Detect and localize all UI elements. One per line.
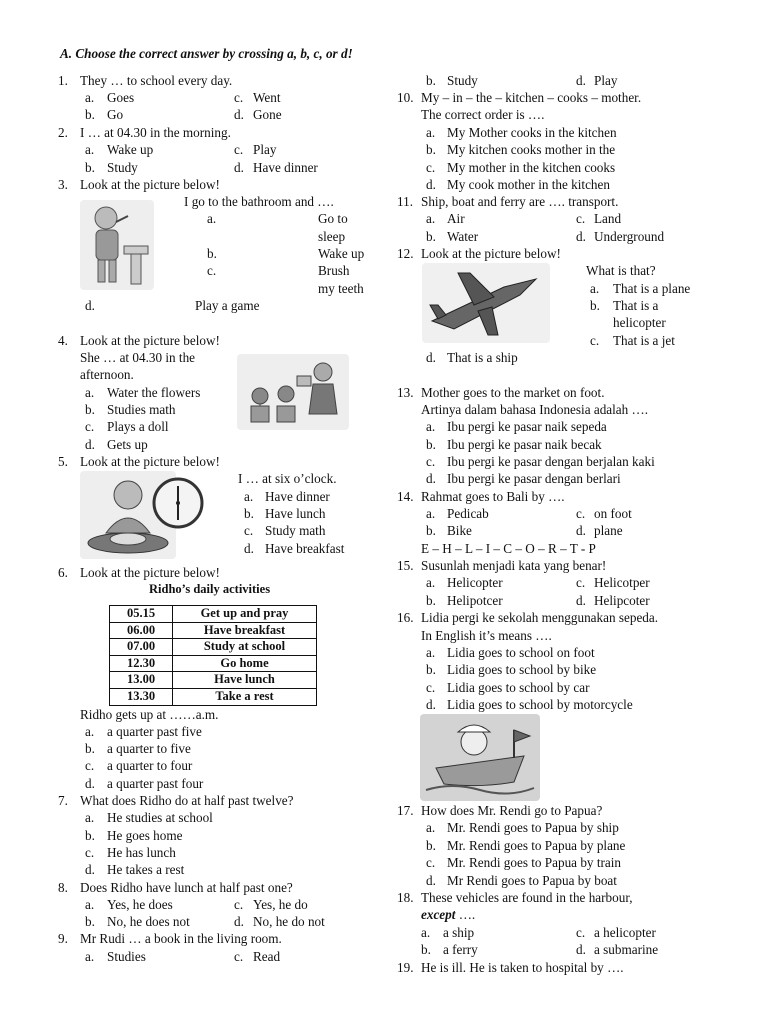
q1-c-letter[interactable]: c. (234, 90, 244, 105)
q9-c-option[interactable]: Read (253, 949, 281, 964)
q2-d-option[interactable]: Have dinner (253, 160, 318, 175)
q17-b-letter[interactable]: b. (426, 838, 436, 853)
q18-except: except (421, 907, 456, 922)
q16-a-option[interactable]: Lidia goes to school on foot (447, 645, 595, 660)
q4-d-letter[interactable]: d. (85, 437, 95, 452)
q5-c-letter[interactable]: c. (244, 523, 254, 538)
q7-d-letter[interactable]: d. (85, 862, 95, 877)
q7-b-letter[interactable]: b. (85, 828, 95, 843)
schedule-time: 13.00 (110, 672, 173, 689)
q15-d-option[interactable]: Helipcoter (594, 593, 650, 608)
q8-number: 8. (58, 880, 68, 895)
q16-sub: In English it’s means …. (421, 628, 552, 643)
q17-text: How does Mr. Rendi go to Papua? (421, 803, 603, 818)
q3-a-option-line2[interactable]: sleep (318, 229, 346, 244)
q12-d-option[interactable]: That is a ship (447, 350, 518, 365)
schedule-activity: Get up and pray (173, 606, 317, 623)
q9-d-letter[interactable]: d. (576, 73, 586, 88)
q12-b-option-line2[interactable]: helicopter (613, 315, 666, 330)
q4-prompt-line1: She … at 04.30 in the (80, 350, 196, 365)
q4-d-option[interactable]: Gets up (107, 437, 148, 452)
q15-b-letter[interactable]: b. (426, 593, 436, 608)
q14-a-option[interactable]: Pedicab (447, 506, 489, 521)
q13-d-option[interactable]: Ibu pergi ke pasar dengan berlari (447, 471, 621, 486)
q6-a-letter[interactable]: a. (85, 724, 95, 739)
q18-text: These vehicles are found in the harbour, (421, 890, 633, 905)
q17-b-option[interactable]: Mr. Rendi goes to Papua by plane (447, 838, 626, 853)
q18-b-option[interactable]: a ferry (443, 942, 478, 957)
boy-brushing-picture (80, 200, 154, 290)
q6-c-letter[interactable]: c. (85, 758, 95, 773)
q8-c-option[interactable]: Yes, he do (253, 897, 308, 912)
q7-c-letter[interactable]: c. (85, 845, 95, 860)
q7-number: 7. (58, 793, 68, 808)
schedule-row (110, 655, 317, 672)
q17-a-letter[interactable]: a. (426, 820, 436, 835)
schedule-activity: Go home (173, 655, 317, 672)
schedule-activity: Take a rest (173, 688, 317, 705)
q10-c-option[interactable]: My mother in the kitchen cooks (447, 160, 616, 175)
q1-a-letter[interactable]: a. (85, 90, 95, 105)
q11-c-option[interactable]: Land (594, 211, 622, 226)
schedule-row (110, 639, 317, 656)
q14-c-letter[interactable]: c. (576, 506, 586, 521)
q16-c-option[interactable]: Lidia goes to school by car (447, 680, 590, 695)
q7-c-option[interactable]: He has lunch (107, 845, 176, 860)
flower-icon (239, 356, 347, 428)
q2-number: 2. (58, 125, 68, 140)
q9-b-letter[interactable]: b. (426, 73, 436, 88)
q13-b-option[interactable]: Ibu pergi ke pasar naik becak (447, 437, 602, 452)
q18-d-option[interactable]: a submarine (594, 942, 659, 957)
q9-c-letter[interactable]: c. (234, 949, 244, 964)
q10-number: 10. (397, 90, 414, 105)
q2-a-letter[interactable]: a. (85, 142, 95, 157)
q6-a-option[interactable]: a quarter past five (107, 724, 202, 739)
q17-c-option[interactable]: Mr. Rendi goes to Papua by train (447, 855, 621, 870)
q3-c-option-line1[interactable]: Brush (318, 263, 350, 278)
q10-d-option[interactable]: My cook mother in the kitchen (447, 177, 610, 192)
q19-number: 19. (397, 960, 414, 975)
q14-d-letter[interactable]: d. (576, 523, 586, 538)
q13-a-letter[interactable]: a. (426, 419, 436, 434)
q1-d-letter[interactable]: d. (234, 107, 244, 122)
q5-d-letter[interactable]: d. (244, 541, 254, 556)
q12-b-option-line1[interactable]: That is a (613, 298, 659, 313)
q1-b-letter[interactable]: b. (85, 107, 95, 122)
q8-text: Does Ridho have lunch at half past one? (80, 880, 293, 895)
q14-text: Rahmat goes to Bali by …. (421, 489, 565, 504)
q7-text: What does Ridho do at half past twelve? (80, 793, 294, 808)
q3-b-letter[interactable]: b. (207, 246, 217, 261)
q6-question: Ridho gets up at ……a.m. (80, 707, 219, 722)
q10-a-letter[interactable]: a. (426, 125, 436, 140)
q6-b-letter[interactable]: b. (85, 741, 95, 756)
q5-number: 5. (58, 454, 68, 469)
q12-d-letter[interactable]: d. (426, 350, 436, 365)
q16-number: 16. (397, 610, 414, 625)
q10-b-letter[interactable]: b. (426, 142, 436, 157)
q11-a-option[interactable]: Air (447, 211, 465, 226)
q12-b-letter[interactable]: b. (590, 298, 600, 313)
q15-c-option[interactable]: Helicotper (594, 575, 650, 590)
q11-b-option[interactable]: Water (447, 229, 479, 244)
q16-c-letter[interactable]: c. (426, 680, 436, 695)
q3-number: 3. (58, 177, 68, 192)
q5-c-option[interactable]: Study math (265, 523, 326, 538)
q2-b-option[interactable]: Study (107, 160, 138, 175)
q15-number: 15. (397, 558, 414, 573)
q17-number: 17. (397, 803, 414, 818)
q16-b-option[interactable]: Lidia goes to school by bike (447, 662, 597, 677)
q5-text: Look at the picture below! (80, 454, 220, 469)
q6-number: 6. (58, 565, 68, 580)
q10-d-letter[interactable]: d. (426, 177, 436, 192)
jet-picture (422, 263, 550, 343)
q18-dots: …. (455, 907, 476, 922)
q14-c-option[interactable]: on foot (594, 506, 632, 521)
schedule-row (110, 606, 317, 623)
q10-b-option[interactable]: My kitchen cooks mother in the (447, 142, 616, 157)
q18-number: 18. (397, 890, 414, 905)
q11-d-letter[interactable]: d. (576, 229, 586, 244)
q2-d-letter[interactable]: d. (234, 160, 244, 175)
q2-text: I … at 04.30 in the morning. (80, 125, 231, 140)
schedule-time: 07.00 (110, 639, 173, 656)
q15-a-letter[interactable]: a. (426, 575, 436, 590)
q3-text: Look at the picture below! (80, 177, 220, 192)
girl-watering-picture (237, 354, 349, 430)
q13-c-option[interactable]: Ibu pergi ke pasar dengan berjalan kaki (447, 454, 655, 469)
q16-d-letter[interactable]: d. (426, 697, 436, 712)
q18-a-letter[interactable]: a. (421, 925, 431, 940)
q13-c-letter[interactable]: c. (426, 454, 436, 469)
clock-icon (151, 476, 205, 530)
q16-a-letter[interactable]: a. (426, 645, 436, 660)
q7-a-option[interactable]: He studies at school (107, 810, 213, 825)
q6-d-option[interactable]: a quarter past four (107, 776, 204, 791)
q4-c-option[interactable]: Plays a doll (107, 419, 169, 434)
q14-d-option[interactable]: plane (594, 523, 623, 538)
q7-d-option[interactable]: He takes a rest (107, 862, 185, 877)
q12-number: 12. (397, 246, 414, 261)
q5-b-letter[interactable]: b. (244, 506, 254, 521)
q15-scrambled-letters: E – H – L – I – C – O – R – T - P (421, 541, 596, 556)
q15-text: Susunlah menjadi kata yang benar! (421, 558, 607, 573)
q1-d-option[interactable]: Gone (253, 107, 282, 122)
q8-d-option[interactable]: No, he do not (253, 914, 325, 929)
q17-d-letter[interactable]: d. (426, 873, 436, 888)
q3-prompt: I go to the bathroom and …. (184, 194, 334, 209)
q13-a-option[interactable]: Ibu pergi ke pasar naik sepeda (447, 419, 607, 434)
boat-icon (422, 716, 538, 799)
q12-c-letter[interactable]: c. (590, 333, 600, 348)
q10-text: My – in – the – kitchen – cooks – mother. (421, 90, 642, 105)
q13-number: 13. (397, 385, 414, 400)
schedule-time: 12.30 (110, 655, 173, 672)
schedule-title: Ridho’s daily activities (149, 582, 271, 596)
q11-text: Ship, boat and ferry are …. transport. (421, 194, 619, 209)
q18-b-letter[interactable]: b. (421, 942, 431, 957)
q4-prompt-line2: afternoon. (80, 367, 134, 382)
q9-a-letter[interactable]: a. (85, 949, 95, 964)
q13-d-letter[interactable]: d. (426, 471, 436, 486)
q15-a-option[interactable]: Helicopter (447, 575, 503, 590)
q5-prompt: I … at six o’clock. (238, 471, 337, 486)
q13-sub: Artinya dalam bahasa Indonesia adalah …. (421, 402, 649, 417)
q6-d-letter[interactable]: d. (85, 776, 95, 791)
q13-text: Mother goes to the market on foot. (421, 385, 605, 400)
q4-number: 4. (58, 333, 68, 348)
q14-a-letter[interactable]: a. (426, 506, 436, 521)
q11-b-letter[interactable]: b. (426, 229, 436, 244)
boat-picture (420, 714, 540, 801)
schedule-row (110, 672, 317, 689)
q4-b-letter[interactable]: b. (85, 402, 95, 417)
q11-number: 11. (397, 194, 413, 209)
q18-c-letter[interactable]: c. (576, 925, 586, 940)
q16-text: Lidia pergi ke sekolah menggunakan sepeda. (421, 610, 659, 625)
q16-b-letter[interactable]: b. (426, 662, 436, 677)
schedule-row (110, 688, 317, 705)
q4-a-letter[interactable]: a. (85, 385, 95, 400)
q11-d-option[interactable]: Underground (594, 229, 665, 244)
q9-number: 9. (58, 931, 68, 946)
q12-a-letter[interactable]: a. (590, 281, 600, 296)
q18-a-option[interactable]: a ship (443, 925, 475, 940)
q9-text: Mr Rudi … a book in the living room. (80, 931, 282, 946)
q3-d-letter[interactable]: d. (85, 298, 95, 313)
q10-a-option[interactable]: My Mother cooks in the kitchen (447, 125, 617, 140)
q8-b-letter[interactable]: b. (85, 914, 95, 929)
q1-c-option[interactable]: Went (253, 90, 281, 105)
q14-number: 14. (397, 489, 414, 504)
q8-a-option[interactable]: Yes, he does (107, 897, 173, 912)
q6-c-option[interactable]: a quarter to four (107, 758, 193, 773)
q4-text: Look at the picture below! (80, 333, 220, 348)
q2-c-option[interactable]: Play (253, 142, 277, 157)
jet-icon (424, 265, 548, 341)
q11-a-letter[interactable]: a. (426, 211, 436, 226)
q1-number: 1. (58, 73, 68, 88)
q7-a-letter[interactable]: a. (85, 810, 95, 825)
q5-a-letter[interactable]: a. (244, 489, 254, 504)
q12-text: Look at the picture below! (421, 246, 561, 261)
q8-a-letter[interactable]: a. (85, 897, 95, 912)
q5-a-option[interactable]: Have dinner (265, 489, 330, 504)
q15-b-option[interactable]: Helipotcer (447, 593, 503, 608)
q15-d-letter[interactable]: d. (576, 593, 586, 608)
schedule-time: 06.00 (110, 622, 173, 639)
q12-prompt: What is that? (586, 263, 656, 278)
schedule-time: 05.15 (110, 606, 173, 623)
q16-d-option[interactable]: Lidia goes to school by motorcycle (447, 697, 633, 712)
q3-c-option-line2[interactable]: my teeth (318, 281, 364, 296)
q2-c-letter[interactable]: c. (234, 142, 244, 157)
q2-b-letter[interactable]: b. (85, 160, 95, 175)
q6-text: Look at the picture below! (80, 565, 220, 580)
q9-b-option[interactable]: Study (447, 73, 478, 88)
q15-c-letter[interactable]: c. (576, 575, 586, 590)
q17-c-letter[interactable]: c. (426, 855, 436, 870)
q3-a-option-line1[interactable]: Go to (318, 211, 348, 226)
q5-d-option[interactable]: Have breakfast (265, 541, 345, 556)
q12-a-option[interactable]: That is a plane (613, 281, 691, 296)
q4-c-letter[interactable]: c. (85, 419, 95, 434)
q4-b-option[interactable]: Studies math (107, 402, 176, 417)
q8-d-letter[interactable]: d. (234, 914, 244, 929)
clock-picture (150, 475, 206, 531)
q5-b-option[interactable]: Have lunch (265, 506, 326, 521)
q8-b-option[interactable]: No, he does not (107, 914, 190, 929)
q3-d-option[interactable]: Play a game (195, 298, 260, 313)
q19-text: He is ill. He is taken to hospital by …. (421, 960, 624, 975)
q2-a-option[interactable]: Wake up (107, 142, 154, 157)
q17-d-option[interactable]: Mr Rendi goes to Papua by boat (447, 873, 617, 888)
schedule-row (110, 622, 317, 639)
schedule-activity: Have breakfast (173, 622, 317, 639)
section-title: A. Choose the correct answer by crossing a, b, c, or d! (60, 46, 353, 61)
q3-a-letter[interactable]: a. (207, 211, 217, 226)
q13-b-letter[interactable]: b. (426, 437, 436, 452)
q17-a-option[interactable]: Mr. Rendi goes to Papua by ship (447, 820, 619, 835)
q9-a-option[interactable]: Studies (107, 949, 146, 964)
q18-except-line (421, 906, 475, 923)
q1-text: They … to school every day. (80, 73, 233, 88)
q12-c-option[interactable]: That is a jet (613, 333, 675, 348)
q10-sub: The correct order is …. (421, 107, 545, 122)
q4-a-option[interactable]: Water the flowers (107, 385, 201, 400)
q7-b-option[interactable]: He goes home (107, 828, 183, 843)
q8-c-letter[interactable]: c. (234, 897, 244, 912)
q14-b-letter[interactable]: b. (426, 523, 436, 538)
q11-c-letter[interactable]: c. (576, 211, 586, 226)
q9-d-option[interactable]: Play (594, 73, 618, 88)
q18-d-letter[interactable]: d. (576, 942, 586, 957)
q3-c-letter[interactable]: c. (207, 263, 217, 278)
q18-c-option[interactable]: a helicopter (594, 925, 656, 940)
q3-b-option[interactable]: Wake up (318, 246, 365, 261)
q1-a-option[interactable]: Goes (107, 90, 135, 105)
person-icon (82, 202, 152, 288)
schedule-activity: Have lunch (173, 672, 317, 689)
q6-b-option[interactable]: a quarter to five (107, 741, 191, 756)
q14-b-option[interactable]: Bike (447, 523, 472, 538)
q10-c-letter[interactable]: c. (426, 160, 436, 175)
schedule-time: 13.30 (110, 688, 173, 705)
schedule-activity: Study at school (173, 639, 317, 656)
schedule-table (109, 605, 317, 706)
q1-b-option[interactable]: Go (107, 107, 124, 122)
